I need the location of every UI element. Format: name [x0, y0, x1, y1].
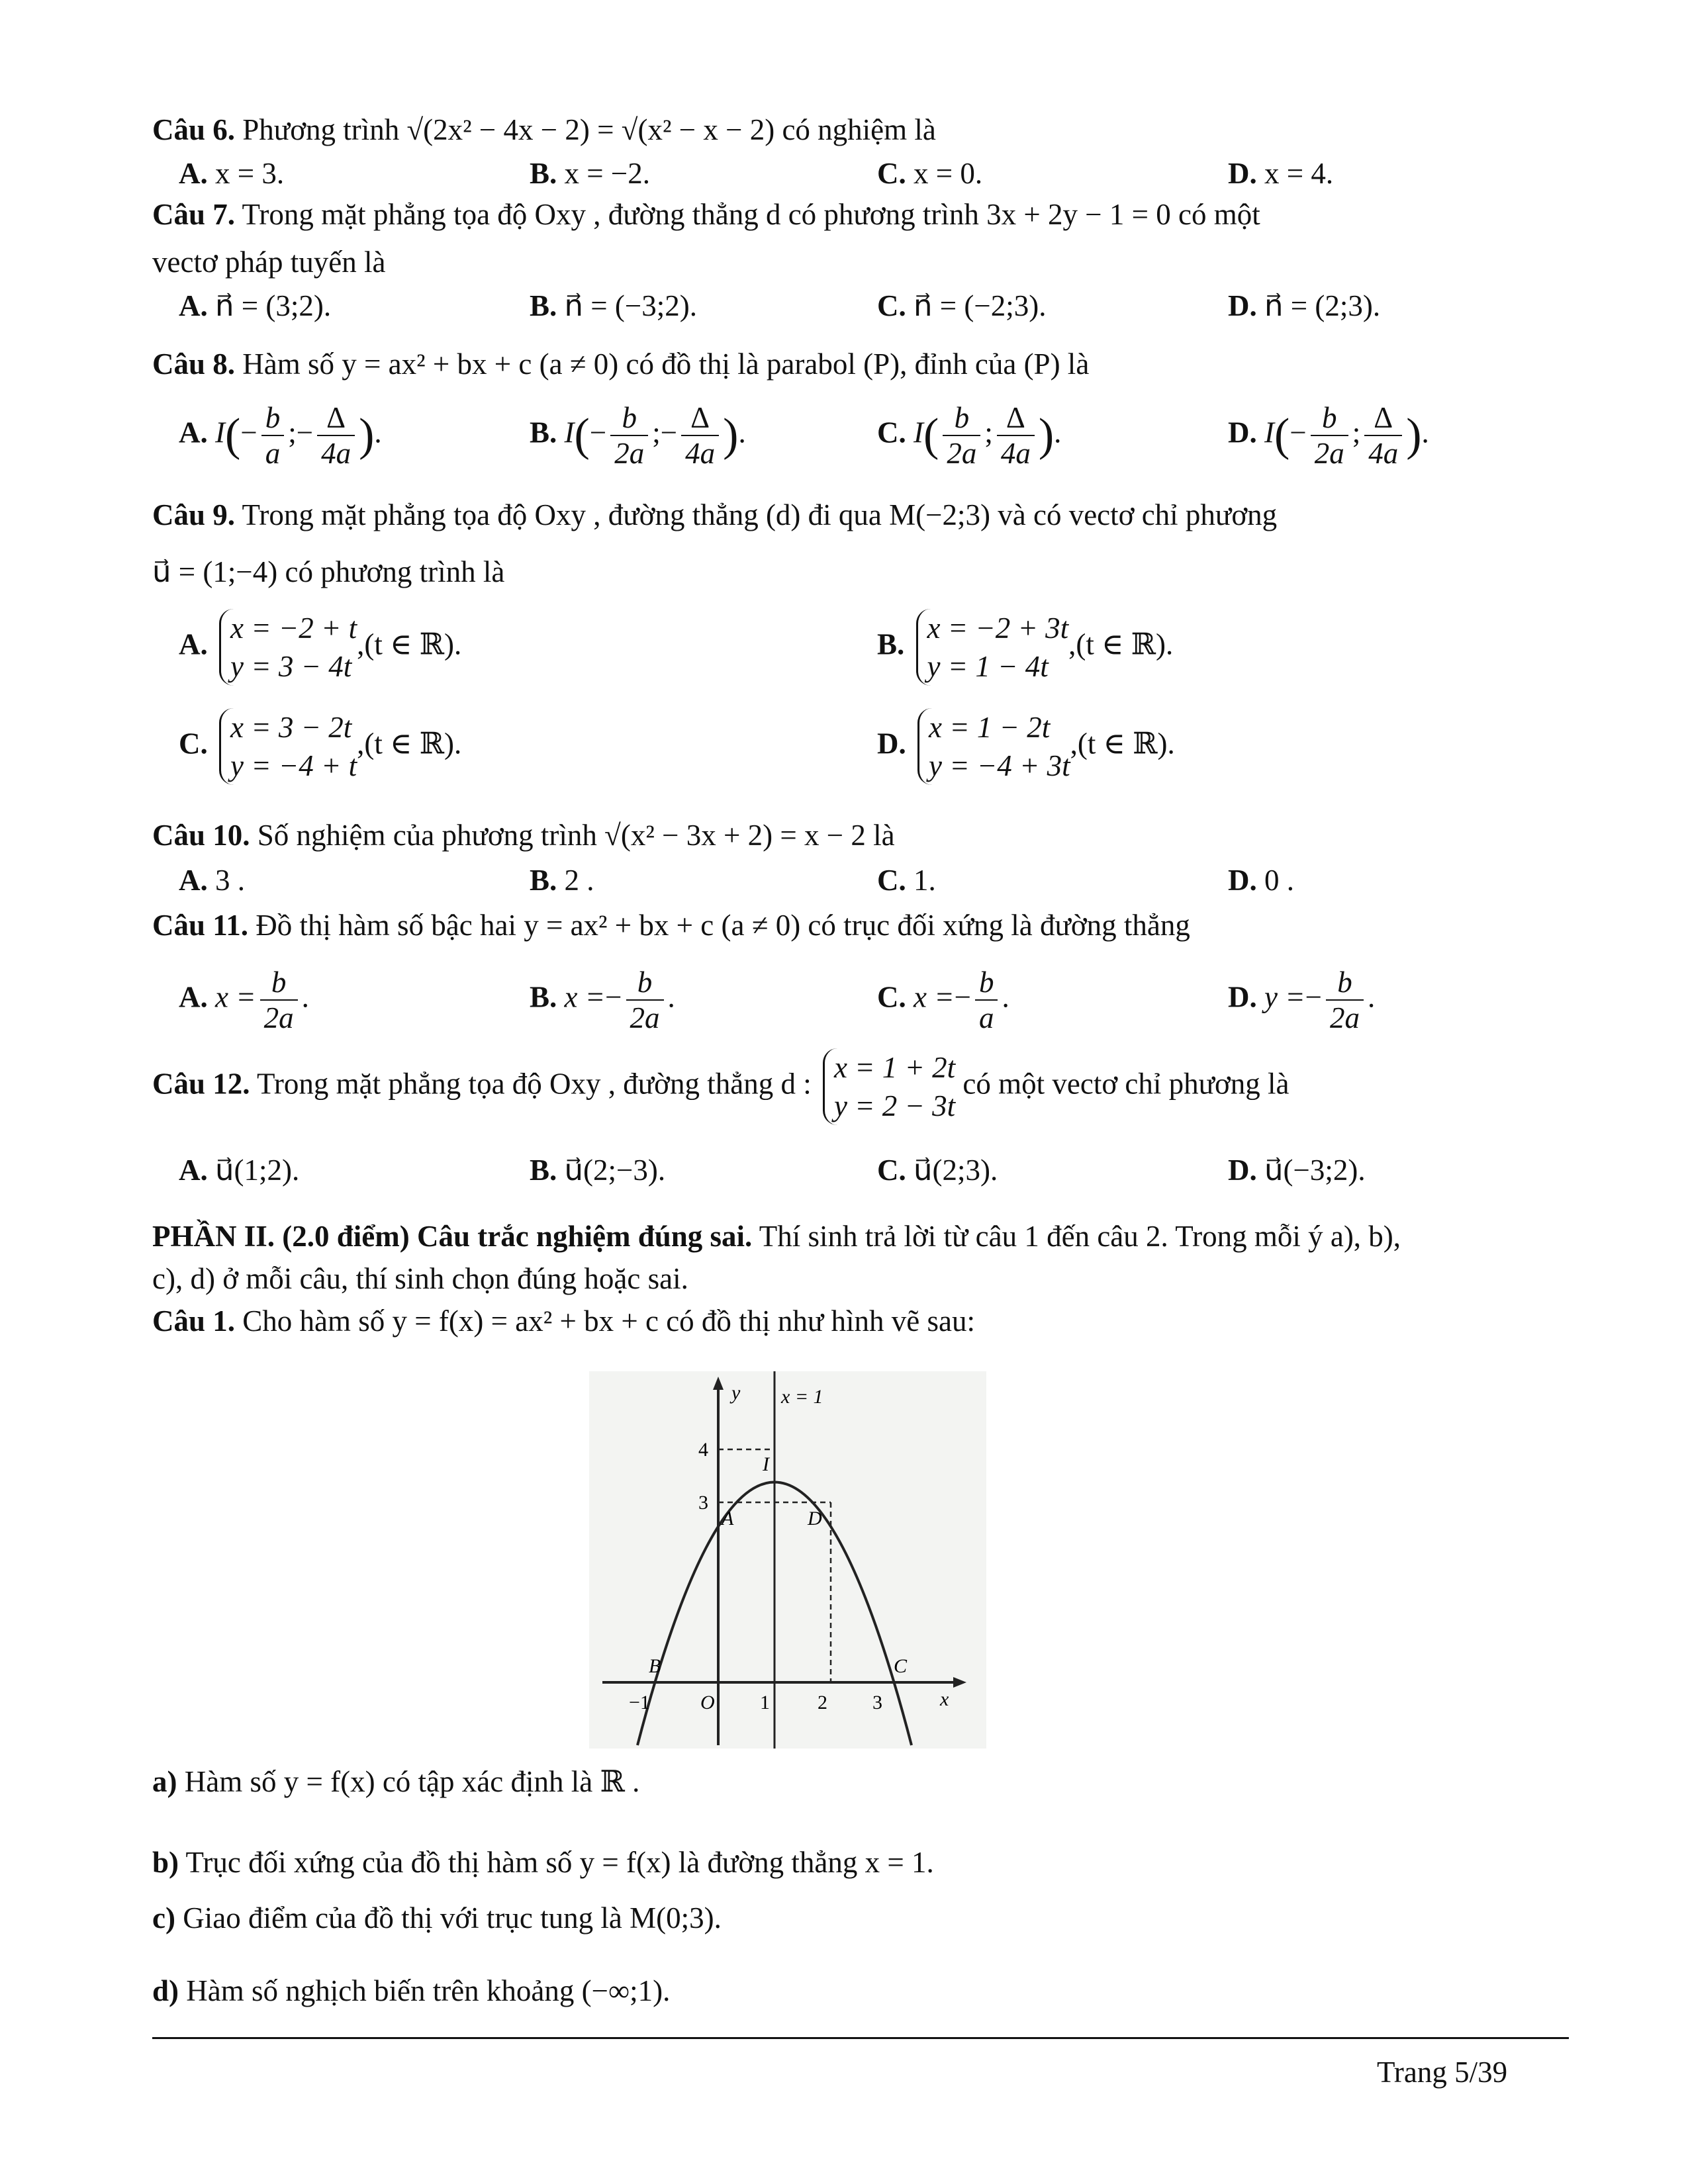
- q8-opt-a[interactable]: A. I(− $\frac{b}{a}$ ;− $\frac{\Delta}{4a}$ ).: [179, 401, 382, 470]
- q11-opt-a[interactable]: A. x = $\frac{b}{2a}$ .: [179, 966, 309, 1034]
- q12-opt-a[interactable]: [179, 1152, 299, 1189]
- opt-label: A.: [179, 864, 208, 897]
- q12-label: Câu 12.: [152, 1067, 250, 1101]
- numerator: b: [1326, 965, 1364, 1001]
- parabola-graph: [589, 1371, 986, 1749]
- fraction: [260, 965, 298, 1035]
- fraction: [997, 400, 1035, 471]
- fraction: [943, 400, 980, 471]
- equation-row: y = −4 + t: [230, 749, 357, 782]
- opt-label: C.: [179, 727, 208, 760]
- q7-text: Trong mặt phẳng tọa độ Oxy , đường thẳng d có phương trình 3x + 2y − 1 = 0 có một: [242, 198, 1260, 231]
- paren: ): [723, 410, 739, 461]
- opt-text: 0 .: [1264, 864, 1294, 897]
- numerator: b: [1311, 400, 1348, 436]
- q11-line: [152, 907, 1190, 944]
- opt-text: x = 4.: [1264, 157, 1334, 190]
- q11-opt-d[interactable]: D. y =− $\frac{b}{2a}$ .: [1228, 966, 1376, 1034]
- q12-line: [152, 1048, 1289, 1125]
- q7-label: Câu 7.: [152, 198, 236, 231]
- q7-opt-c[interactable]: [877, 287, 1047, 324]
- item-label: b): [152, 1846, 179, 1879]
- denominator: 2a: [614, 437, 645, 470]
- item-label: d): [152, 1974, 179, 2007]
- opt-label: B.: [530, 980, 557, 1014]
- q9-line1: [152, 496, 1277, 533]
- item-d[interactable]: [152, 1972, 670, 2009]
- fraction: [1364, 400, 1402, 471]
- opt-label: A.: [179, 980, 208, 1014]
- system-of-equations: [219, 609, 357, 686]
- q8-opt-b[interactable]: B. I(− $\frac{b}{2a}$ ;− $\frac{\Delta}{4a}$ ).: [530, 401, 746, 470]
- equation-row: y = −4 + 3t: [929, 749, 1070, 782]
- x-tick-2: 2: [818, 1692, 827, 1713]
- y-tick-4: 4: [698, 1439, 708, 1461]
- sign: −: [1305, 980, 1322, 1014]
- opt-text: n⃗ = (−3;2).: [564, 289, 698, 322]
- fraction: [610, 400, 648, 471]
- paren: (: [1274, 410, 1290, 461]
- fraction: [681, 400, 719, 471]
- point-B-label: B: [649, 1655, 661, 1677]
- x-axis-label: x: [940, 1688, 949, 1710]
- point-I-label: I: [763, 1453, 769, 1475]
- q10-opt-c[interactable]: [877, 862, 936, 899]
- q12-opt-b[interactable]: [530, 1152, 665, 1189]
- opt-text: u⃗(−3;2).: [1264, 1154, 1366, 1187]
- opt-text: 2 .: [564, 864, 594, 897]
- part2-rest: Thí sinh trả lời từ câu 1 đến câu 2. Trong mỗi ý a), b),: [752, 1220, 1401, 1253]
- q11-opt-c[interactable]: C. x =− $\frac{b}{a}$ .: [877, 966, 1009, 1034]
- lhs: x =: [914, 980, 955, 1014]
- point-A-label: A: [722, 1508, 734, 1529]
- q12-opt-c[interactable]: [877, 1152, 998, 1189]
- sign: −: [1289, 416, 1307, 449]
- opt-text: u⃗(2;3).: [914, 1154, 998, 1187]
- page-number: Trang 5/39: [1377, 2056, 1508, 2089]
- numerator: Δ: [317, 400, 355, 436]
- opt-text: n⃗ = (−2;3).: [914, 289, 1047, 322]
- q12-opt-d[interactable]: [1228, 1152, 1366, 1189]
- fraction: [626, 965, 664, 1035]
- point-name: I: [914, 416, 923, 449]
- denominator: 4a: [685, 437, 716, 470]
- q9-text: Trong mặt phẳng tọa độ Oxy , đường thẳng (d) đi qua M(−2;3) và có vectơ chỉ phương: [242, 498, 1278, 531]
- opt-label: B.: [530, 289, 557, 322]
- q11-label: Câu 11.: [152, 909, 249, 942]
- opt-label: D.: [1228, 864, 1257, 897]
- item-text: Hàm số y = f(x) có tập xác định là ℝ .: [184, 1765, 640, 1798]
- denominator: 2a: [1314, 437, 1344, 470]
- lhs: x =: [215, 980, 256, 1014]
- denominator: 4a: [1368, 437, 1399, 470]
- opt-label: A.: [179, 416, 208, 449]
- x-tick-3: 3: [872, 1692, 882, 1713]
- system-of-equations: [916, 609, 1069, 686]
- q10-opt-a[interactable]: [179, 862, 245, 899]
- q10-opt-b[interactable]: [530, 862, 594, 899]
- part2-header: [152, 1218, 1401, 1255]
- param-domain: ,(t ∈ ℝ).: [357, 727, 462, 760]
- q8-opt-d[interactable]: D. I(− $\frac{b}{2a}$ ; $\frac{\Delta}{4a}$ ).: [1228, 401, 1429, 470]
- q6-text: Phương trình √(2x² − 4x − 2) = √(x² − x − 2) có nghiệm là: [242, 113, 936, 146]
- equation-row: x = 1 − 2t: [929, 711, 1051, 744]
- point-name: I: [564, 416, 575, 449]
- equation-row: x = 1 + 2t: [833, 1051, 956, 1084]
- q6-opt-b[interactable]: [530, 155, 650, 192]
- q8-text: Hàm số y = ax² + bx + c (a ≠ 0) có đồ thị là parabol (P), đỉnh của (P) là: [242, 347, 1090, 381]
- q8-label: Câu 8.: [152, 347, 236, 381]
- q9-opt-b[interactable]: [877, 609, 1173, 686]
- sign: −: [296, 416, 314, 449]
- opt-label: D.: [1228, 980, 1257, 1014]
- param-domain: ,(t ∈ ℝ).: [1068, 627, 1174, 661]
- q9-opt-d[interactable]: [877, 708, 1175, 785]
- equation-row: x = 3 − 2t: [230, 711, 352, 744]
- q7-line2: vectơ pháp tuyến là: [152, 246, 386, 279]
- sign: −: [660, 416, 678, 449]
- q12-post: có một vectơ chỉ phương là: [962, 1067, 1289, 1101]
- fraction: [1311, 400, 1348, 471]
- q10-label: Câu 10.: [152, 819, 250, 852]
- denominator: 2a: [630, 1001, 660, 1034]
- x-tick-1: 1: [760, 1692, 770, 1713]
- footer-rule: [152, 2037, 1569, 2039]
- denominator: 2a: [1329, 1001, 1360, 1034]
- q6-opt-d[interactable]: [1228, 155, 1333, 192]
- q7-line1: [152, 196, 1260, 233]
- sign: −: [954, 980, 971, 1014]
- opt-label: A.: [179, 157, 208, 190]
- opt-label: C.: [877, 980, 906, 1014]
- point-name: I: [1264, 416, 1274, 449]
- numerator: Δ: [1364, 400, 1402, 436]
- paren: ): [1038, 410, 1055, 461]
- opt-label: D.: [1228, 289, 1257, 322]
- numerator: Δ: [681, 400, 719, 436]
- opt-label: B.: [877, 627, 905, 661]
- numerator: b: [610, 400, 648, 436]
- opt-label: B.: [530, 416, 557, 449]
- part2-title: PHẦN II. (2.0 điểm) Câu trắc nghiệm đúng sai.: [152, 1220, 753, 1253]
- item-label: c): [152, 1901, 175, 1934]
- q9-opt-a[interactable]: [179, 609, 461, 686]
- sign: −: [605, 980, 622, 1014]
- item-label: a): [152, 1765, 177, 1798]
- opt-text: n⃗ = (2;3).: [1264, 289, 1381, 322]
- item-c[interactable]: [152, 1899, 722, 1936]
- y-tick-3: 3: [698, 1492, 708, 1514]
- denominator: 4a: [1000, 437, 1031, 470]
- q8-opt-c[interactable]: C. I( $\frac{b}{2a}$ ; $\frac{\Delta}{4a}$ ).: [877, 401, 1062, 470]
- opt-label: C.: [877, 416, 906, 449]
- origin-label: O: [700, 1692, 715, 1713]
- item-text: Trục đối xứng của đồ thị hàm số y = f(x) là đường thẳng x = 1.: [185, 1846, 934, 1879]
- opt-label: D.: [1228, 1154, 1257, 1187]
- item-text: Giao điểm của đồ thị với trục tung là M(0;3).: [183, 1901, 722, 1934]
- q10-text: Số nghiệm của phương trình √(x² − 3x + 2) = x − 2 là: [257, 819, 895, 852]
- opt-label: A.: [179, 1154, 208, 1187]
- denominator: a: [265, 437, 281, 470]
- opt-text: x = −2.: [564, 157, 651, 190]
- x-tick-minus1: −1: [629, 1692, 650, 1713]
- q10-line: [152, 817, 895, 854]
- opt-text: x = 0.: [914, 157, 983, 190]
- opt-label: C.: [877, 864, 906, 897]
- paren: (: [923, 410, 939, 461]
- point-C-label: C: [894, 1655, 908, 1677]
- system-of-equations: [823, 1048, 955, 1125]
- q7-opt-d[interactable]: [1228, 287, 1380, 324]
- opt-label: C.: [877, 1154, 906, 1187]
- opt-text: 1.: [914, 864, 936, 897]
- opt-label: C.: [877, 289, 906, 322]
- item-a[interactable]: [152, 1763, 639, 1800]
- fraction: [1326, 965, 1364, 1035]
- system-of-equations: [219, 708, 357, 785]
- q8-line: [152, 345, 1089, 383]
- denominator: 4a: [321, 437, 352, 470]
- sign: −: [240, 416, 258, 449]
- paren: ): [359, 410, 375, 461]
- equation-row: y = 1 − 4t: [927, 650, 1049, 683]
- system-of-equations: [917, 708, 1070, 785]
- numerator: b: [626, 965, 664, 1001]
- numerator: Δ: [997, 400, 1035, 436]
- opt-label: C.: [877, 157, 906, 190]
- lhs: y =: [1264, 980, 1305, 1014]
- point-D-label: D: [808, 1508, 822, 1529]
- opt-text: 3 .: [215, 864, 245, 897]
- paren: (: [574, 410, 590, 461]
- q6-label: Câu 6.: [152, 113, 236, 146]
- q6-opt-c[interactable]: [877, 155, 982, 192]
- point-name: I: [215, 416, 225, 449]
- q9-label: Câu 9.: [152, 498, 236, 531]
- sign: −: [589, 416, 607, 449]
- q12-pre: Trong mặt phẳng tọa độ Oxy , đường thẳng d :: [256, 1067, 812, 1101]
- item-b[interactable]: [152, 1844, 934, 1881]
- p2q1-label: Câu 1.: [152, 1304, 236, 1338]
- item-text: Hàm số nghịch biến trên khoảng (−∞;1).: [186, 1974, 671, 2007]
- q11-text: Đồ thị hàm số bậc hai y = ax² + bx + c (a ≠ 0) có trục đối xứng là đường thẳng: [256, 909, 1190, 942]
- param-domain: ,(t ∈ ℝ).: [357, 627, 462, 661]
- q10-opt-d[interactable]: [1228, 862, 1294, 899]
- opt-label: D.: [1228, 416, 1257, 449]
- opt-label: A.: [179, 289, 208, 322]
- param-domain: ,(t ∈ ℝ).: [1070, 727, 1175, 760]
- q6-opt-a[interactable]: [179, 155, 284, 192]
- vline-label: x = 1: [781, 1386, 823, 1408]
- equation-row: x = −2 + 3t: [927, 612, 1069, 645]
- numerator: b: [260, 965, 298, 1001]
- opt-label: D.: [1228, 157, 1257, 190]
- denominator: 2a: [947, 437, 977, 470]
- numerator: b: [943, 400, 980, 436]
- fraction: [975, 965, 998, 1035]
- opt-label: A.: [179, 627, 208, 661]
- opt-label: B.: [530, 1154, 557, 1187]
- y-axis-label: y: [731, 1382, 741, 1404]
- q6-line: [152, 111, 936, 148]
- p2q1-line: [152, 1302, 975, 1340]
- opt-label: B.: [530, 157, 557, 190]
- opt-label: D.: [877, 727, 906, 760]
- part2-line2: c), d) ở mỗi câu, thí sinh chọn đúng hoặc sai.: [152, 1262, 688, 1295]
- q7-opt-b[interactable]: [530, 287, 697, 324]
- q9-line2: u⃗ = (1;−4) có phương trình là: [152, 555, 505, 588]
- denominator: 2a: [263, 1001, 294, 1034]
- equation-row: x = −2 + t: [230, 612, 357, 645]
- opt-text: x = 3.: [215, 157, 285, 190]
- opt-text: n⃗ = (3;2).: [215, 289, 332, 322]
- fraction: [317, 400, 355, 471]
- q7-opt-a[interactable]: [179, 287, 331, 324]
- lhs: x =: [564, 980, 606, 1014]
- paren: ): [1406, 410, 1422, 461]
- equation-row: y = 2 − 3t: [833, 1089, 956, 1122]
- paren: (: [225, 410, 241, 461]
- opt-text: u⃗(2;−3).: [564, 1154, 666, 1187]
- numerator: b: [975, 965, 998, 1001]
- p2q1-text: Cho hàm số y = f(x) = ax² + bx + c có đồ thị như hình vẽ sau:: [242, 1304, 976, 1338]
- opt-text: u⃗(1;2).: [215, 1154, 300, 1187]
- equation-row: y = 3 − 4t: [230, 650, 352, 683]
- fraction: [261, 400, 285, 471]
- opt-label: B.: [530, 864, 557, 897]
- numerator: b: [261, 400, 285, 436]
- q11-opt-b[interactable]: B. x =− $\frac{b}{2a}$ .: [530, 966, 675, 1034]
- denominator: a: [978, 1001, 994, 1034]
- q9-opt-c[interactable]: [179, 708, 461, 785]
